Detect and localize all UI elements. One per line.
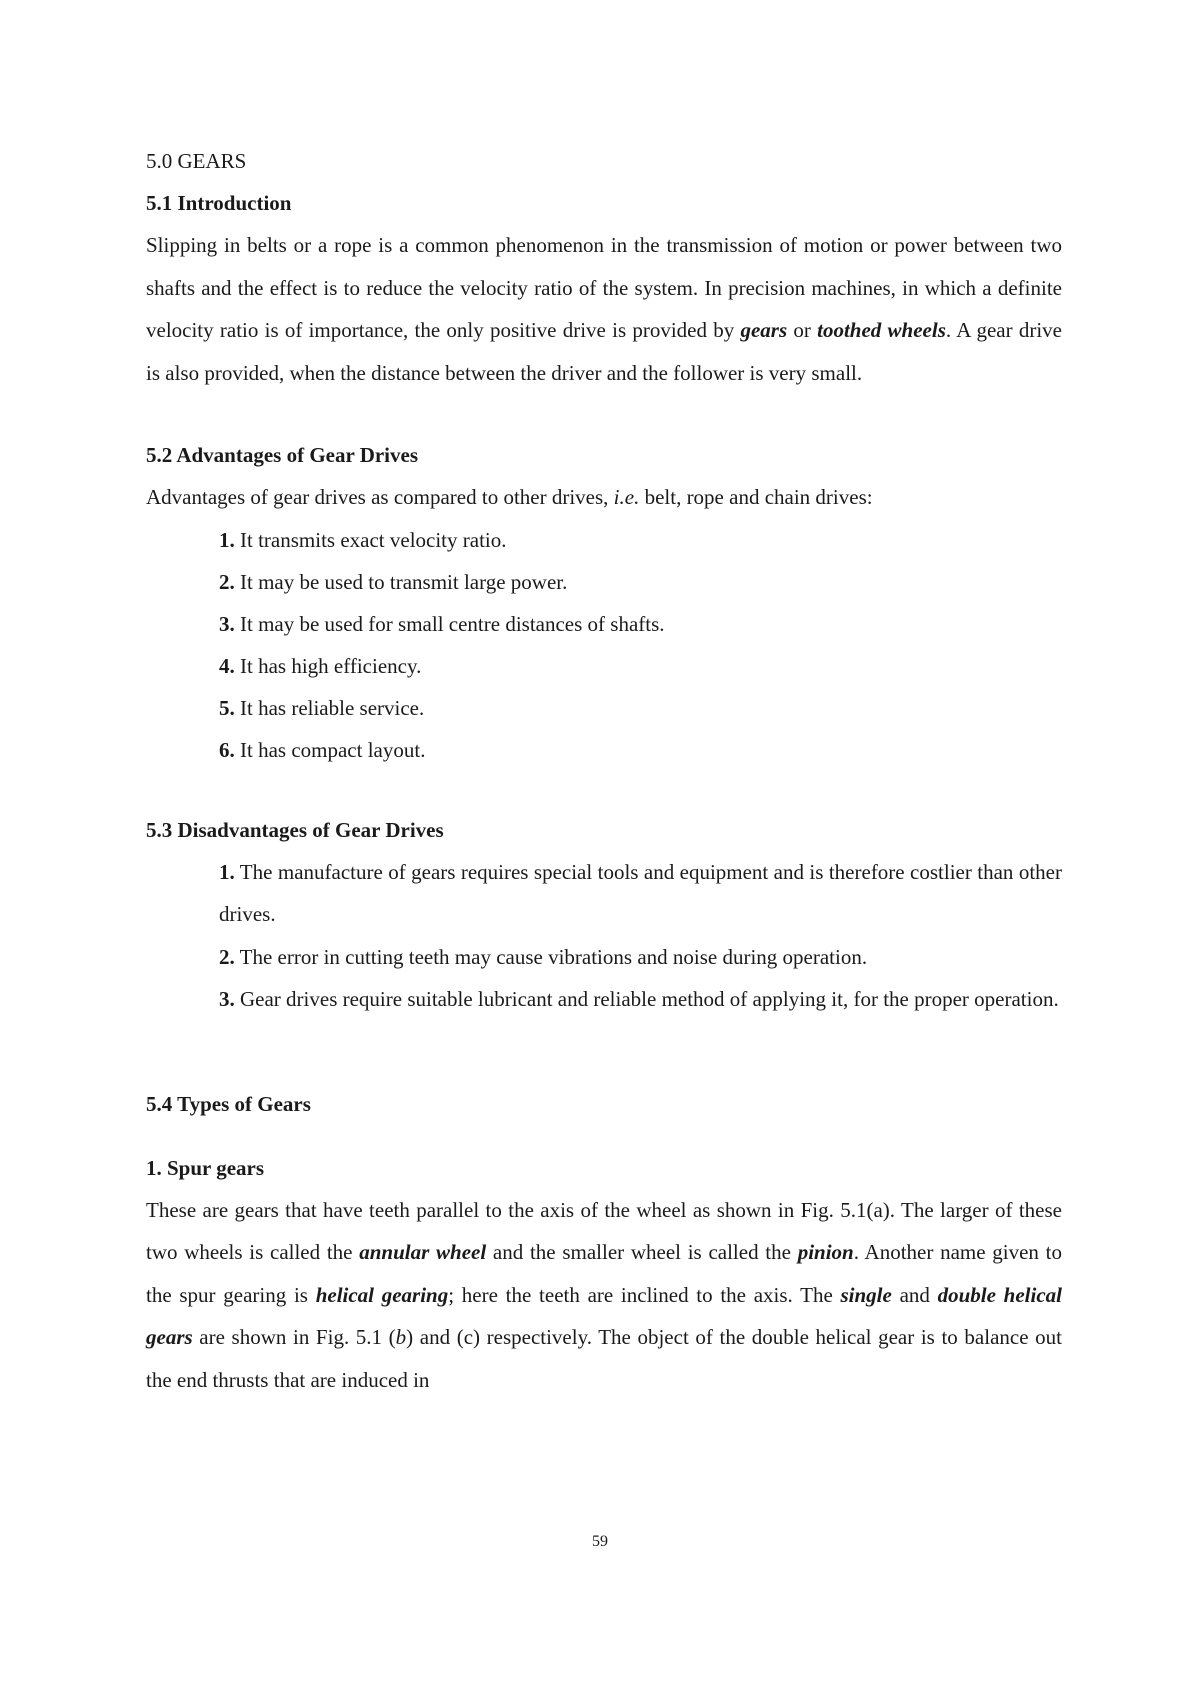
disadvantages-list [146, 851, 1062, 1021]
list-item [219, 978, 1062, 1021]
list-item-text: Gear drives require suitable lubricant and reliable method of applying it, for the proper operation. [234, 987, 1059, 1011]
spur-text-7: ) and (c) respectively. The object of the double helical gear is to balance out the end thrusts that are induced in [146, 1325, 1062, 1392]
term-toothed-wheels: toothed wheels [817, 318, 946, 342]
intro-text-1: Slipping in belts or a rope is a common phenomenon in the transmission of motion or power between two shafts and the effect is to reduce the velocity ratio of the system. In precision machines, in which a definite velocity ratio is of importance, the only positive drive is provided by [146, 233, 1062, 342]
list-item [219, 729, 1062, 771]
list-item [219, 603, 1062, 645]
advantages-intro [146, 476, 1062, 519]
spur-text-2: and the smaller wheel is called the [486, 1240, 798, 1264]
list-item-text: It has compact layout. [234, 737, 426, 762]
spur-text-6: are shown in Fig. 5.1 ( [192, 1325, 396, 1349]
list-item [219, 936, 1062, 979]
spur-text-3: . Another name given to the spur gearing is [146, 1240, 1062, 1307]
term-double-helical-gears: double helical gears [146, 1282, 1062, 1349]
list-item [219, 851, 1062, 936]
term-pinion: pinion [797, 1240, 854, 1264]
list-item-text: It has high efficiency. [234, 653, 422, 678]
subheading-spur-gears: 1. Spur gears [146, 1155, 265, 1180]
term-annular-wheel: annular wheel [359, 1240, 487, 1264]
list-item-number: 4. [219, 653, 235, 678]
list-item-text: The manufacture of gears requires special tools and equipment and is therefore costlier than other drives. [219, 859, 1062, 926]
list-item-number: 3. [219, 987, 235, 1011]
intro-text-or: or [787, 318, 818, 342]
list-item-text: The error in cutting teeth may cause vibrations and noise during operation. [234, 944, 868, 969]
list-item-text: It may be used to transmit large power. [234, 569, 568, 594]
list-item [219, 687, 1062, 729]
section-heading-advantages: 5.2 Advantages of Gear Drives [146, 443, 419, 467]
advantages-intro-before: Advantages of gear drives as compared to other drives, [146, 485, 614, 509]
list-item-number: 1. [219, 859, 235, 884]
section-heading-disadvantages: 5.3 Disadvantages of Gear Drives [146, 817, 444, 842]
term-b: b [395, 1325, 407, 1349]
term-single: single [840, 1282, 892, 1307]
list-item-number: 3. [219, 611, 235, 636]
list-item [219, 519, 1062, 561]
list-item-number: 2. [219, 944, 235, 969]
introduction-paragraph [146, 224, 1062, 394]
advantages-intro-ie: i.e. [613, 485, 640, 509]
advantages-intro-after: belt, rope and chain drives: [639, 485, 873, 509]
chapter-heading: 5.0 GEARS [146, 149, 247, 173]
list-item-text: It has reliable service. [234, 695, 425, 720]
spur-text-5: and [891, 1282, 938, 1307]
term-gears: gears [740, 318, 788, 342]
spur-text-1: These are gears that have teeth parallel to the axis of the wheel as shown in Fig. 5.1(a). The larger of these two wheels is called the [146, 1197, 1062, 1264]
spur-gears-paragraph [146, 1189, 1062, 1402]
term-helical-gearing: helical gearing [315, 1282, 449, 1307]
advantages-list [146, 519, 1062, 771]
page-number: 59 [592, 1533, 608, 1550]
list-item-text: It may be used for small centre distances of shafts. [234, 611, 665, 636]
list-item-text: It transmits exact velocity ratio. [234, 527, 507, 552]
section-heading-introduction: 5.1 Introduction [146, 191, 292, 215]
intro-text-2: . A gear drive is also provided, when the distance between the driver and the follower is very small. [146, 318, 1062, 385]
page-body [146, 140, 1062, 1401]
spur-text-4: ; here the teeth are inclined to the axis. The [448, 1282, 841, 1307]
list-item-number: 5. [219, 695, 235, 720]
list-item-number: 1. [219, 527, 235, 552]
list-item-number: 6. [219, 737, 235, 762]
section-heading-types: 5.4 Types of Gears [146, 1091, 311, 1116]
list-item-number: 2. [219, 569, 235, 594]
list-item [219, 645, 1062, 687]
list-item [219, 561, 1062, 603]
